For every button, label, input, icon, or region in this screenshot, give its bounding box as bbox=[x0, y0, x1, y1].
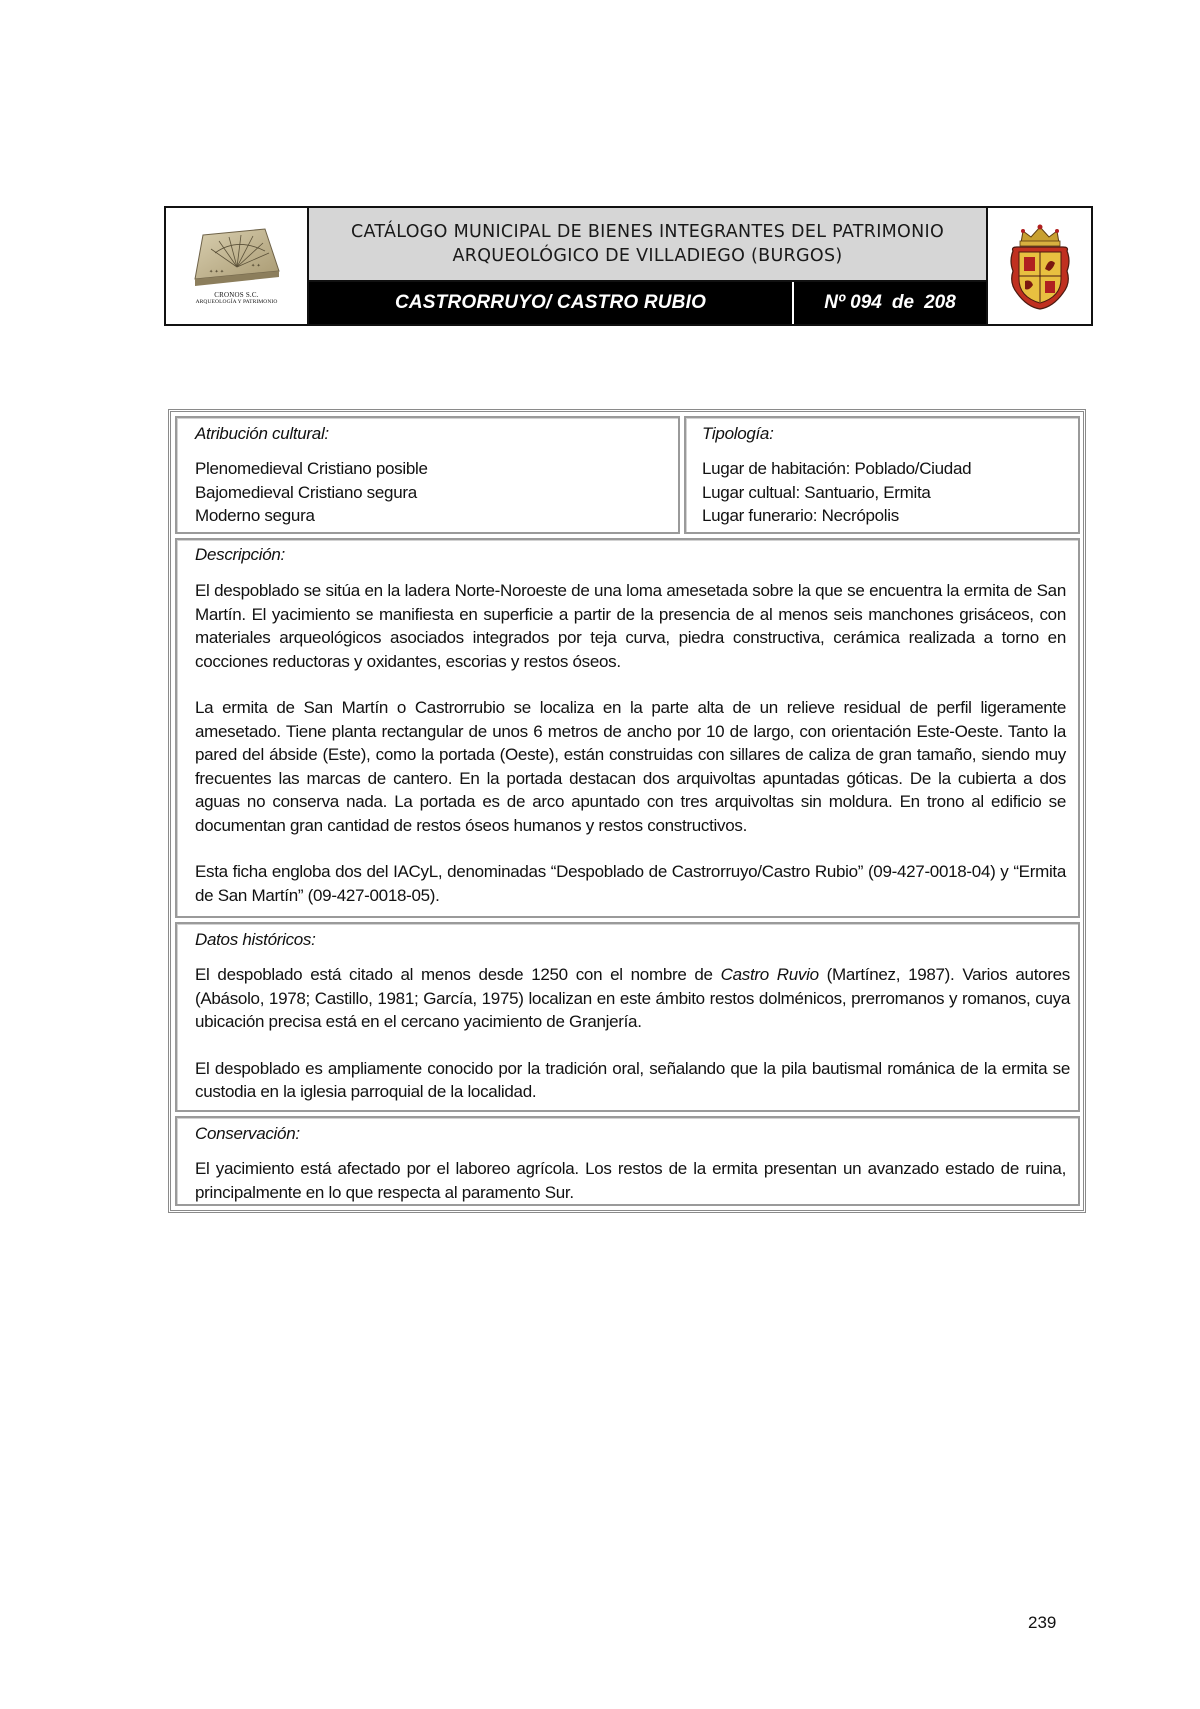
record-number bbox=[794, 292, 986, 314]
typology-section bbox=[684, 416, 1080, 534]
logo-caption-tagline: ARQUEOLOGÍA Y PATRIMONIO bbox=[195, 299, 278, 305]
typology-label: Tipología: bbox=[702, 424, 774, 443]
header-center bbox=[309, 208, 986, 324]
description-paragraph: La ermita de San Martín o Castrorrubio se localiza en la parte alta de un relieve residual de perfil ligeramente amesetado. Tiene planta rectangular de unos 6 metros de ancho por 10 de largo, con orientación Este-Oeste. Tanto la pared del ábside (Este), como la portada (Oeste), están construidas con sillares de caliza de gran tamaño, siendo muy frecuentes las marcas de cantero. En la portada destacan dos arquivoltas apuntadas góticas. De la cubierta a dos aguas no conserva nada. La portada es de arco apuntado con tres arquivoltas sin moldura. En trono al edificio se documentan gran cantidad de restos óseos humanos y restos constructivos. bbox=[195, 698, 1066, 835]
record-bar bbox=[309, 282, 986, 324]
catalog-title-line2: ARQUEOLÓGICO DE VILLADIEGO (BURGOS) bbox=[452, 246, 843, 266]
history-place-name: Castro Ruvio bbox=[720, 965, 819, 984]
history-text-part: El despoblado está citado al menos desde 1250 con el nombre de bbox=[195, 965, 721, 984]
catalog-title-line1: CATÁLOGO MUNICIPAL DE BIENES INTEGRANTES DEL PATRIMONIO bbox=[350, 222, 945, 242]
catalog-header bbox=[164, 206, 1093, 326]
history-paragraph: El despoblado es ampliamente conocido por la tradición oral, señalando que la pila bautismal románica de la ermita se custodia en la iglesia parroquial de la localidad. bbox=[195, 1058, 1070, 1101]
coat-of-arms-icon bbox=[1009, 221, 1071, 311]
historical-data-label: Datos históricos: bbox=[195, 930, 316, 949]
description-paragraph: El despoblado se sitúa en la ladera Norte-Noroeste de una loma amesetada sobre la que se encuentra la ermita de San Martín. El yacimiento se manifiesta en superficie a partir de la presencia de al menos seis manchones grisáceos, con materiales arqueológicos asociados integrados por teja curva, piedra constructiva, cerámica realizada a torno en cocciones reductoras y oxidantes, escorias y restos óseos. bbox=[195, 581, 1066, 671]
logo-caption-company: CRONOS S.C. bbox=[214, 291, 259, 299]
attribution-item: Bajomedieval Cristiano segura bbox=[195, 482, 417, 502]
sundial-stone-icon bbox=[189, 227, 285, 289]
record-sheet bbox=[168, 409, 1086, 1213]
page-number: 239 bbox=[1028, 1613, 1057, 1632]
history-paragraph bbox=[195, 963, 1070, 1034]
conservation-text: El yacimiento está afectado por el laboreo agrícola. Los restos de la ermita presentan un avanzado estado de ruina, principalmente en lo que respecta al paramento Sur. bbox=[195, 1159, 1066, 1202]
conservation-label: Conservación: bbox=[195, 1124, 300, 1143]
cronos-logo bbox=[166, 208, 309, 324]
record-number-of: de bbox=[891, 292, 915, 313]
typology-item: Lugar cultual: Santuario, Ermita bbox=[702, 482, 931, 502]
record-number-prefix: Nº 094 bbox=[824, 292, 882, 313]
typology-item: Lugar de habitación: Poblado/Ciudad bbox=[702, 459, 972, 478]
description-section bbox=[175, 538, 1080, 918]
attribution-item: Moderno segura bbox=[195, 506, 315, 525]
description-label: Descripción: bbox=[195, 545, 285, 564]
villadiego-coat-of-arms bbox=[986, 208, 1091, 324]
historical-data-section bbox=[175, 922, 1080, 1112]
cultural-attribution-section bbox=[175, 416, 680, 534]
svg-text:✦ ✦: ✦ ✦ bbox=[250, 264, 261, 269]
site-name: CASTRORRUYO/ CASTRO RUBIO bbox=[309, 282, 794, 324]
record-number-total: 208 bbox=[924, 292, 956, 313]
attribution-item: Plenomedieval Cristiano posible bbox=[195, 459, 428, 478]
catalog-title bbox=[309, 208, 986, 282]
conservation-section bbox=[175, 1116, 1080, 1206]
cultural-attribution-label: Atribución cultural: bbox=[195, 424, 329, 443]
typology-item: Lugar funerario: Necrópolis bbox=[702, 506, 899, 525]
description-paragraph: Esta ficha engloba dos del IACyL, denominadas “Despoblado de Castrorruyo/Castro Rubio” (09-427-0018-04) y “Ermita de San Martín” (09-427-0018-05). bbox=[195, 862, 1066, 905]
history-text-part: (Martínez, 1987). Varios autores (Abásolo, 1978; Castillo, 1981; García, 1975) localizan en este ámbito restos dolménicos, prerromanos y romanos, cuya ubicación precisa está en el cercano yacimiento de Granjería. bbox=[195, 965, 1070, 1031]
svg-text:✦ ✦ ✦: ✦ ✦ ✦ bbox=[208, 270, 224, 275]
